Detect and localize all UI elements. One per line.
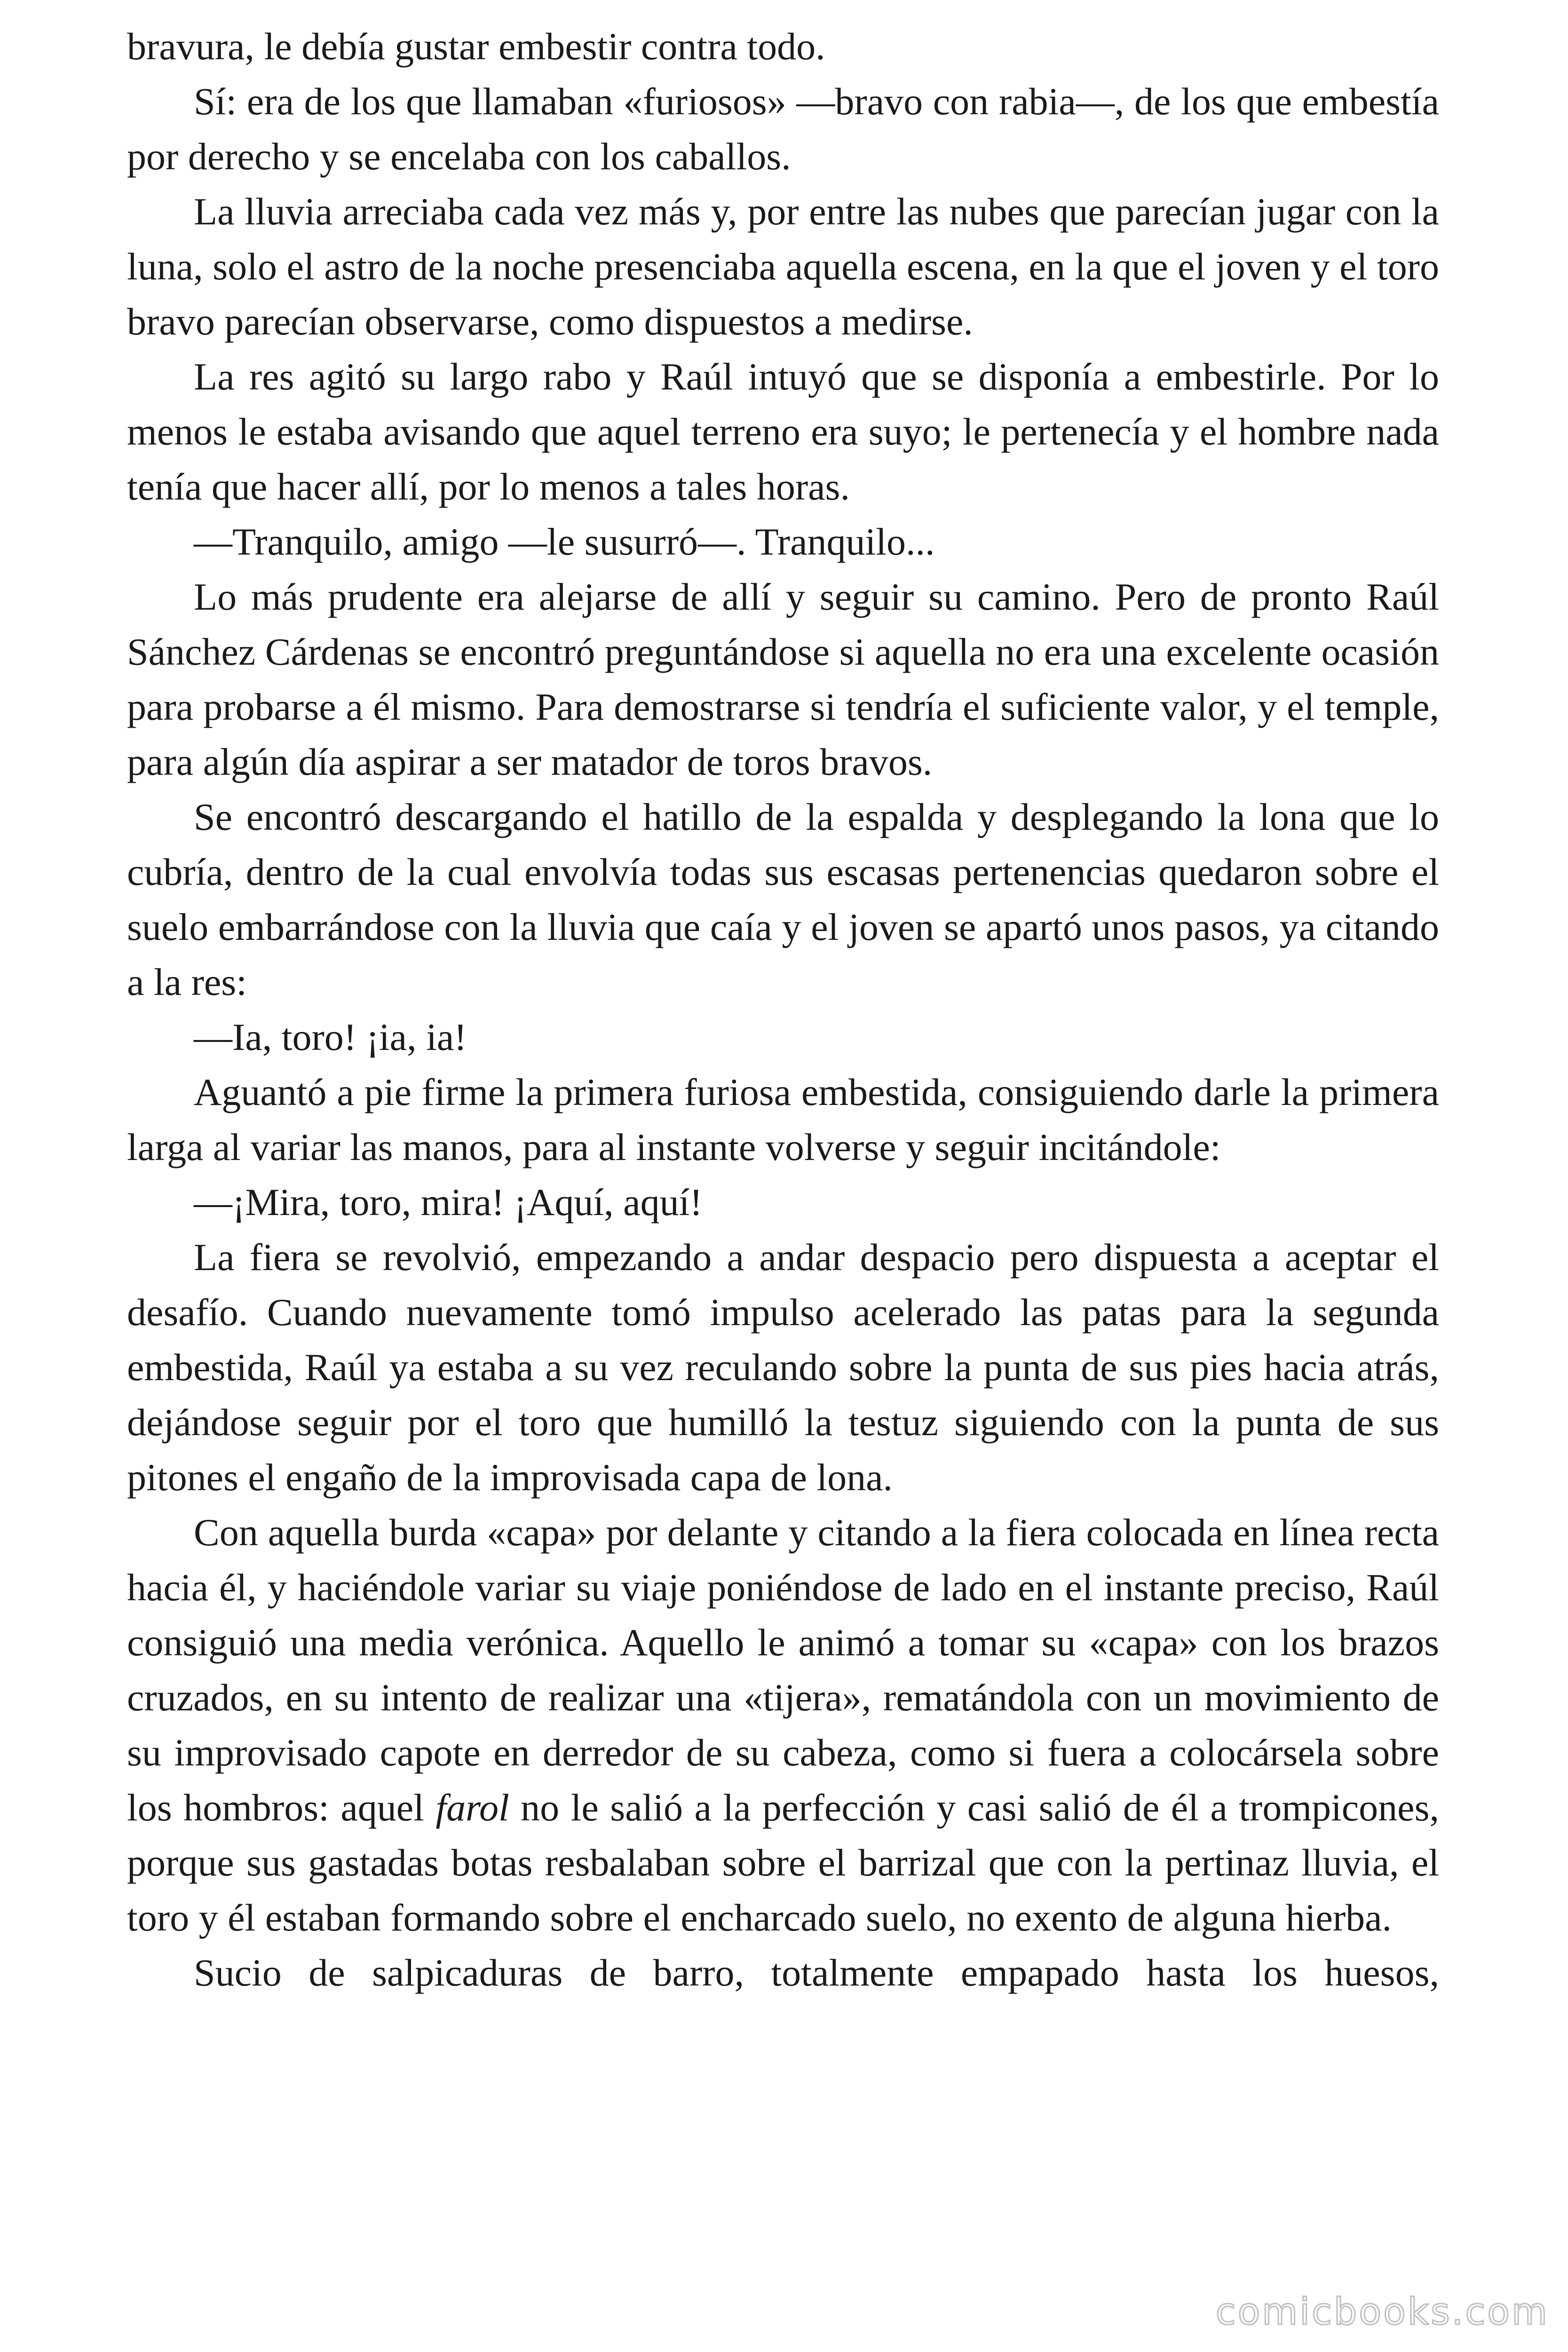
paragraph-text: Con aquella burda «capa» por delante y citando a la fiera colocada en línea recta hacia él, y haciéndole variar su viaje poniéndose de lado en el instante preciso, Raúl consiguió una media verónica. Aquello le animó a tomar su «capa» con los brazos cruzados, en su intento de realizar una «tijera», rematándola con un movimiento de su improvisado capote en derredor de su cabeza, como si fuera a colocársela sobre los hombros: aquel [127,1511,1439,1829]
paragraph-continuation: bravura, le debía gustar embestir contra todo. [127,25,825,68]
paragraph: La res agitó su largo rabo y Raúl intuyó que se disponía a embestirle. Por lo menos le estaba avisando que aquel terreno era suyo; le pertenecía y el hombre nada tenía que hacer allí, por lo menos a tales horas. [127,355,1439,508]
paragraph: La lluvia arreciaba cada vez más y, por entre las nubes que parecían jugar con la luna, solo el astro de la noche presenciaba aquella escena, en la que el joven y el toro bravo parecían observarse, como dispuestos a medirse. [127,190,1439,343]
book-page [127,19,1439,2000]
paragraph: Aguantó a pie firme la primera furiosa embestida, consiguiendo darle la primera larga al variar las manos, para al instante volverse y seguir incitándole: [127,1071,1439,1168]
dialogue-line: —¡Mira, toro, mira! ¡Aquí, aquí! [194,1181,703,1224]
italic-term: farol [436,1786,509,1829]
paragraph: Se encontró descargando el hatillo de la espalda y desplegando la lona que lo cubría, dentro de la cual envolvía todas sus escasas pertenencias quedaron sobre el suelo embarrándose con la lluvia que caía y el joven se apartó unos pasos, ya citando a la res: [127,795,1439,1003]
paragraph-text: no le salió a la perfección y casi salió de él a trompicones, porque sus gastadas botas resbalaban sobre el barrizal que con la pertinaz lluvia, el toro y él estaban formando sobre el encharcado suelo, no exento de alguna hierba. [127,1786,1439,1939]
watermark: comicbooks.com [1215,2291,1549,2333]
paragraph-continues: Sucio de salpicaduras de barro, totalmente empapado hasta los huesos, [194,1951,1439,1994]
dialogue-line: —Ia, toro! ¡ia, ia! [194,1016,467,1058]
dialogue-line: —Tranquilo, amigo —le susurró—. Tranquilo... [194,520,935,563]
paragraph: La fiera se revolvió, empezando a andar despacio pero dispuesta a aceptar el desafío. Cuando nuevamente tomó impulso acelerado las patas para la segunda embestida, Raúl ya estaba a su vez reculando sobre la punta de sus pies hacia atrás, dejándose seguir por el toro que humilló la testuz siguiendo con la punta de sus pitones el engaño de la improvisada capa de lona. [127,1236,1439,1499]
paragraph [127,1505,1439,1945]
paragraph: Lo más prudente era alejarse de allí y seguir su camino. Pero de pronto Raúl Sánchez Cárdenas se encontró preguntándose si aquella no era una excelente ocasión para probarse a él mismo. Para demostrarse si tendría el suficiente valor, y el temple, para algún día aspirar a ser matador de toros bravos. [127,575,1439,783]
paragraph: Sí: era de los que llamaban «furiosos» —bravo con rabia—, de los que embestía por derecho y se encelaba con los caballos. [127,80,1439,178]
